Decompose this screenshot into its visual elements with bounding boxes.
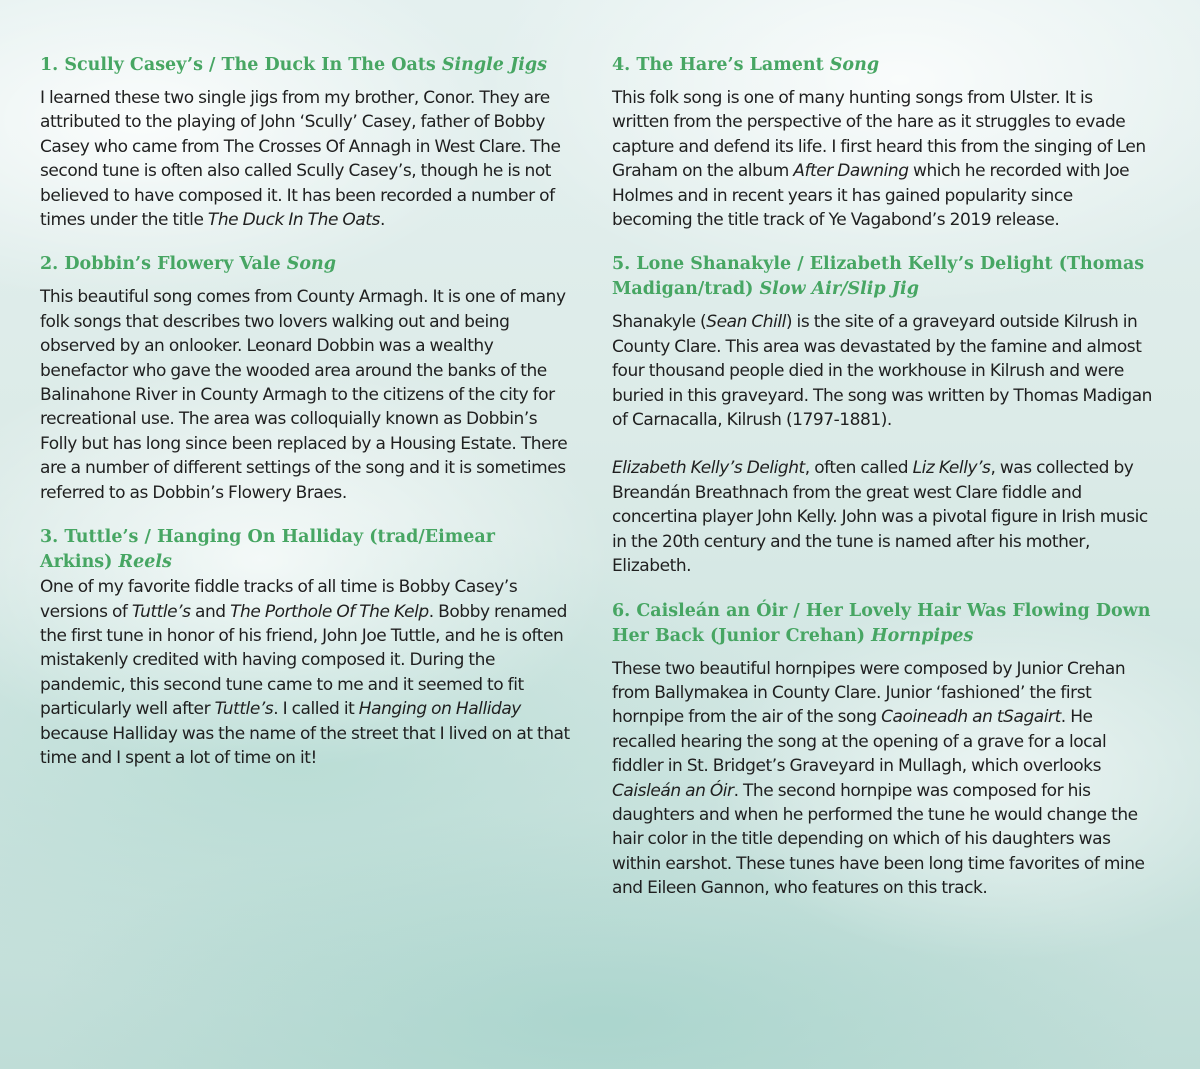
right-column [612,53,1152,921]
track-5-type: Slow Air/Slip Jig [759,279,919,300]
track-3-heading: 3. Tuttle’s / Hanging On Halliday (trad/Eimear Arkins) Reels [40,527,495,573]
track-6-section [612,599,1152,901]
track-1-notes: I learned these two single jigs from my brother, Conor. They are attributed to the playing of John ‘Scully’ Casey, father of Bobby Casey who came from The Crosses Of Annagh in West Clare. The second tune is often also called Scully Casey’s, though he is not believed to have composed it. It has been recorded a number of times under the title The Duck In The Oats. [40,88,561,231]
track-4-heading: 4. The Hare’s Lament Song [612,55,880,75]
track-3-type: Reels [118,552,172,573]
track-2-section [40,252,572,505]
track-2-heading: 2. Dobbin’s Flowery Vale Song [40,254,336,275]
track-5-notes: Shanakyle (Sean Chill) is the site of a graveyard outside Kilrush in County Clare. This area was devastated by the famine and almost four thousand people died in the workhouse in Kilrush and were buried in this graveyard. The song was written by Thomas Madigan of Carnacalla, Kilrush (1797-1881). [612,312,1152,431]
track-3-notes: One of my favorite fiddle tracks of all time is Bobby Casey’s versions of Tuttle’s and The Porthole Of The Kelp. Bobby renamed the first tune in honor of his friend, John Joe Tuttle, and he is often mistakenly credited with having composed it. During the pandemic, this second tune came to me and it seemed to fit particularly well after Tuttle’s. I called it Hanging on Halliday because Halliday was the name of the street that I lived on at that time and I spent a lot of time on it! [40,577,570,768]
track-3-section [40,525,572,770]
track-1-type: Single Jigs [441,55,547,75]
track-6-heading: 6. Caisleán an Óir / Her Lovely Hair Was Flowing Down Her Back (Junior Crehan) Hornpipes [612,600,1151,646]
track-6-notes: These two beautiful hornpipes were composed by Junior Crehan from Ballymakea in County Clare. Junior ‘fashioned’ the first hornpipe from the air of the song Caoineadh an tSagairt. He recalled hearing the song at the opening of a grave for a local fiddler in St. Bridget’s Graveyard in Mullagh, which overlooks Caisleán an Óir. The second hornpipe was composed for his daughters and when he performed the tune he would change the hair color in the title depending on which of his daughters was within earshot. These tunes have been long time favorites of mine and Eileen Gannon, who features on this track. [612,658,1145,899]
track-1-heading: 1. Scully Casey’s / The Duck In The Oats Single Jigs [40,55,547,75]
track-4-section [612,53,1152,232]
left-column [40,53,572,790]
track-2-type: Song [286,254,336,275]
track-5-heading: 5. Lone Shanakyle / Elizabeth Kelly’s Delight (Thomas Madigan/trad) Slow Air/Slip Jig [612,254,1145,300]
track-5-section [612,252,1152,578]
track-2-notes: This beautiful song comes from County Armagh. It is one of many folk songs that describes two lovers walking out and being observed by an onlooker. Leonard Dobbin was a wealthy benefactor who gave the wooded area around the banks of the Balinahone River in County Armagh to the citizens of the city for recreational use. The area was colloquially known as Dobbin’s Folly but has long since been replaced by a Housing Estate. There are a number of different settings of the song and it is sometimes referred to as Dobbin’s Flowery Braes. [40,287,568,503]
track-4-notes: This folk song is one of many hunting songs from Ulster. It is written from the perspective of the hare as it struggles to evade capture and defend its life. I first heard this from the singing of Len Graham on the album After Dawning which he recorded with Joe Holmes and in recent years it has gained popularity since becoming the title track of Ye Vagabond’s 2019 release. [612,88,1146,231]
track-1-section [40,53,572,232]
track-5-notes-2: Elizabeth Kelly’s Delight, often called Liz Kelly’s, was collected by Breandán Breathnach from the great west Clare fiddle and concertina player John Kelly. John was a pivotal figure in Irish music in the 20th century and the tune is named after his mother, Elizabeth. [612,458,1148,577]
track-6-type: Hornpipes [871,625,974,646]
track-4-type: Song [829,55,880,75]
